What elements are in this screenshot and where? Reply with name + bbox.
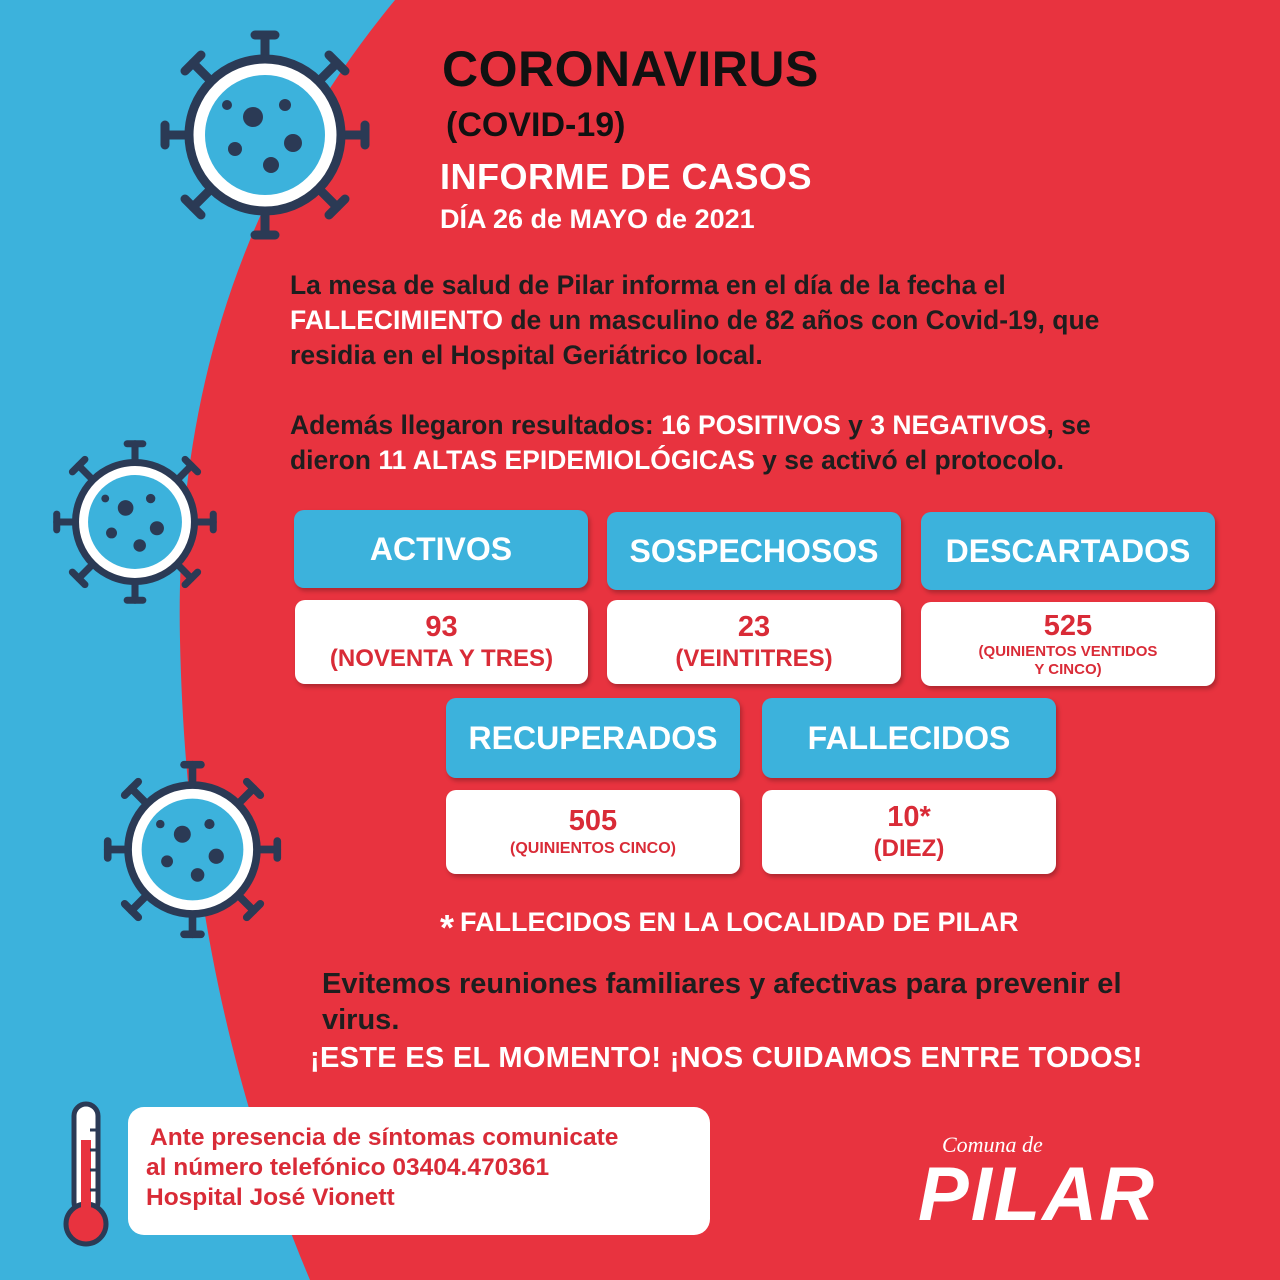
contact-line: Ante presencia de síntomas comunicate: [150, 1124, 619, 1151]
virus-icon: [45, 432, 225, 612]
results-text: y se activó el protocolo.: [754, 445, 1065, 475]
advice-line: Evitemos reuniones familiares y afectivas para prevenir el: [322, 968, 1122, 1000]
descartados-words: (QUINIENTOS VENTIDOS: [978, 643, 1158, 660]
contact-hospital: Hospital José Vionett: [146, 1184, 395, 1211]
recuperados-card: [446, 790, 740, 874]
report-date: DÍA 26 de MAYO de 2021: [440, 204, 755, 234]
thermometer-icon: [62, 1100, 110, 1250]
results-text: Además llegaron resultados:: [290, 410, 662, 440]
virus-icon: [150, 20, 380, 250]
logo-script: Comuna de: [942, 1132, 1043, 1157]
virus-icon: [95, 752, 290, 947]
results-text: dieron: [290, 445, 379, 475]
motto-text: ¡ESTE ES EL MOMENTO! ¡NOS CUIDAMOS ENTRE TODOS!: [310, 1042, 1143, 1074]
fallecidos-number: 10*: [887, 801, 931, 833]
activos-card: [295, 600, 588, 684]
descartados-header: DESCARTADOS: [921, 512, 1215, 590]
recuperados-header: RECUPERADOS: [446, 698, 740, 778]
altas-highlight: 11 ALTAS EPIDEMIOLÓGICAS: [378, 445, 755, 475]
activos-words: (NOVENTA Y TRES): [329, 645, 554, 672]
negatives-highlight: 3 NEGATIVOS: [870, 410, 1047, 440]
report-heading: INFORME DE CASOS: [440, 156, 813, 197]
fallecidos-header: FALLECIDOS: [762, 698, 1056, 778]
fallecidos-words: (DIEZ): [873, 835, 945, 862]
logo-name: PILAR: [918, 1152, 1156, 1228]
descartados-words: Y CINCO): [1034, 661, 1102, 678]
sospechosos-header: SOSPECHOSOS: [607, 512, 901, 590]
page-subtitle: (COVID-19): [446, 106, 626, 144]
footnote: [440, 904, 1019, 948]
results-text: y: [840, 410, 871, 440]
announcement-paragraph: [290, 268, 1250, 373]
contact-card: [128, 1107, 710, 1235]
advice-text: [322, 966, 1262, 1038]
footnote-text: FALLECIDOS EN LA LOCALIDAD DE PILAR: [460, 907, 1019, 937]
pilar-logo: [918, 1128, 1208, 1228]
announcement-text: residia en el Hospital Geriátrico local.: [290, 340, 763, 370]
positives-highlight: 16 POSITIVOS: [661, 410, 841, 440]
sospechosos-words: (VEINTITRES): [675, 645, 833, 672]
recuperados-number: 505: [568, 805, 618, 837]
recuperados-words: (QUINIENTOS CINCO): [510, 840, 676, 857]
descartados-card: [921, 602, 1215, 686]
advice-line: virus.: [322, 1004, 400, 1036]
announcement-text: de un masculino de 82 años con Covid-19, que: [502, 305, 1100, 335]
announcement-text: La mesa de salud de Pilar informa en el día de la fecha el: [290, 270, 1006, 300]
page-title: CORONAVIRUS: [442, 41, 819, 97]
activos-number: 93: [425, 611, 458, 643]
sospechosos-card: [607, 600, 901, 684]
contact-phone: al número telefónico 03404.470361: [146, 1154, 550, 1181]
activos-header: ACTIVOS: [294, 510, 588, 588]
announcement-highlight: FALLECIMIENTO: [290, 305, 503, 335]
footnote-star: *: [440, 907, 455, 948]
sospechosos-number: 23: [737, 611, 771, 643]
fallecidos-card: [762, 790, 1056, 874]
results-text: , se: [1046, 410, 1091, 440]
descartados-number: 525: [1043, 610, 1093, 642]
results-paragraph: [290, 408, 1250, 478]
